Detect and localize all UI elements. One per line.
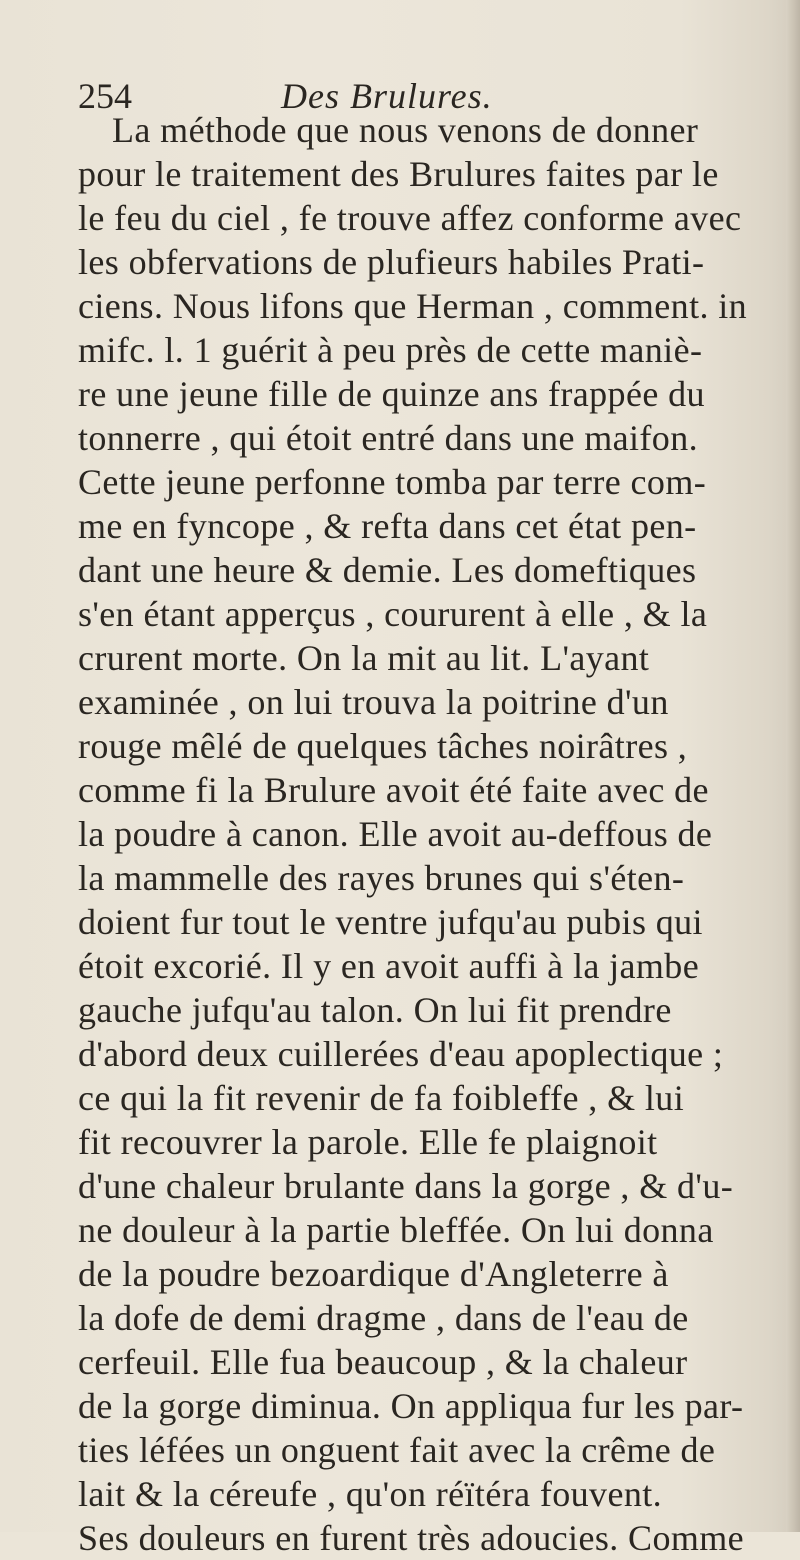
text-line: le feu du ciel , fe trouve affez conforme avec [78, 198, 742, 238]
text-line: de la gorge diminua. On appliqua fur les par- [78, 1386, 744, 1426]
page-number: 254 [78, 76, 132, 116]
text-line: lait & la céreufe , qu'on réïtéra fouvent. [78, 1474, 663, 1514]
text-line: fit recouvrer la parole. Elle fe plaignoit [78, 1122, 658, 1162]
running-head: Des Brulures. [281, 76, 493, 116]
text-line: ne douleur à la partie bleffée. On lui donna [78, 1210, 714, 1250]
text-line: mifc. l. 1 guérit à peu près de cette maniè- [78, 330, 703, 370]
text-line: La méthode que nous venons de donner [112, 110, 699, 150]
text-line: ties léfées un onguent fait avec la crême de [78, 1430, 716, 1470]
text-line: gauche jufqu'au talon. On lui fit prendre [78, 990, 672, 1030]
text-line: s'en étant apperçus , coururent à elle , & la [78, 594, 708, 634]
text-line: comme fi la Brulure avoit été faite avec de [78, 770, 709, 810]
text-line: tonnerre , qui étoit entré dans une maifon. [78, 418, 699, 458]
text-line: la mammelle des rayes brunes qui s'éten- [78, 858, 685, 898]
text-line: dant une heure & demie. Les domeftiques [78, 550, 697, 590]
text-line: examinée , on lui trouva la poitrine d'un [78, 682, 669, 722]
text-line: la dofe de demi dragme , dans de l'eau de [78, 1298, 689, 1338]
text-line: les obfervations de plufieurs habiles Prati- [78, 242, 705, 282]
text-line: me en fyncope , & refta dans cet état pen- [78, 506, 697, 546]
text-line: d'abord deux cuillerées d'eau apoplectique ; [78, 1034, 724, 1074]
text-line: Ses douleurs en furent très adoucies. Comme [78, 1518, 745, 1558]
page-edge-shadow [786, 0, 800, 1532]
text-line: d'une chaleur brulante dans la gorge , & d'u- [78, 1166, 734, 1206]
text-line: ce qui la fit revenir de fa foibleffe , & lui [78, 1078, 685, 1118]
text-line: ciens. Nous lifons que Herman , comment. in [78, 286, 748, 326]
text-line: rouge mêlé de quelques tâches noirâtres , [78, 726, 688, 766]
text-line: crurent morte. On la mit au lit. L'ayant [78, 638, 650, 678]
text-line: re une jeune fille de quinze ans frappée du [78, 374, 705, 414]
text-line: pour le traitement des Brulures faites par le [78, 154, 719, 194]
text-line: doient fur tout le ventre jufqu'au pubis qui [78, 902, 703, 942]
text-line: de la poudre bezoardique d'Angleterre à [78, 1254, 669, 1294]
text-line: la poudre à canon. Elle avoit au-deffous de [78, 814, 713, 854]
text-line: Cette jeune perfonne tomba par terre com- [78, 462, 707, 502]
body-text [78, 108, 768, 1560]
text-line: cerfeuil. Elle fua beaucoup , & la chaleur [78, 1342, 688, 1382]
text-line: étoit excorié. Il y en avoit auffi à la jambe [78, 946, 700, 986]
